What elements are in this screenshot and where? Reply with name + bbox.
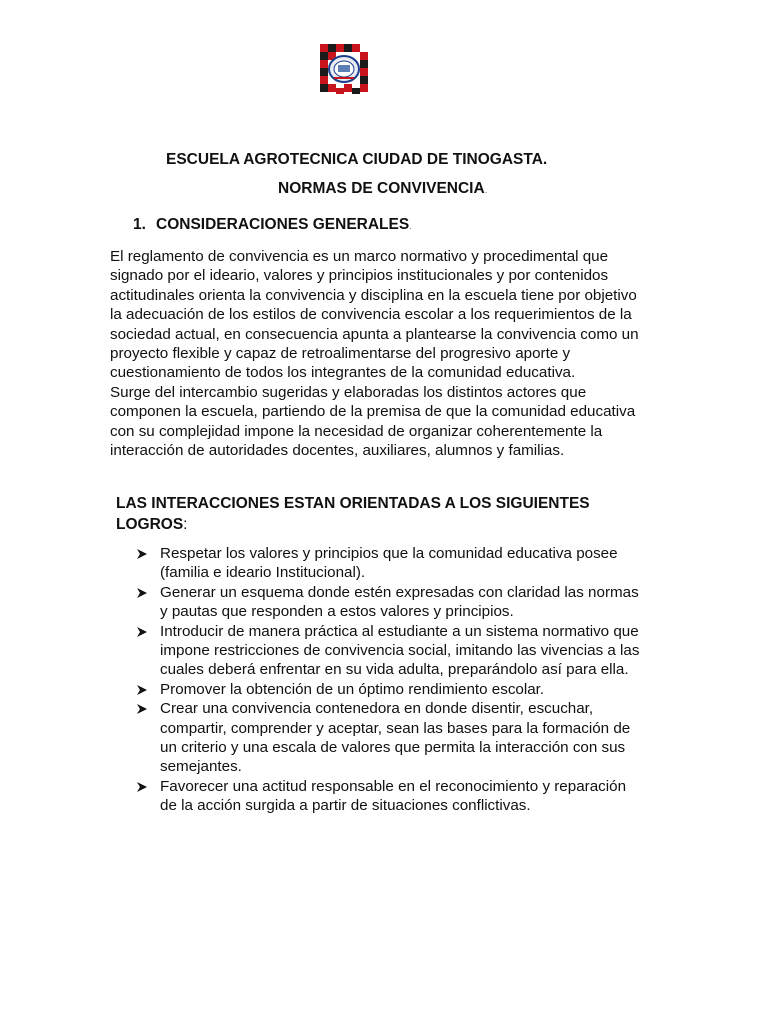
- intro-paragraph: [110, 247, 670, 460]
- goal-line: de la acción surgida a partir de situaciones conflictivas.: [160, 797, 531, 815]
- goal-line: semejantes.: [160, 758, 242, 776]
- goals-list: [136, 544, 656, 816]
- paragraph-line: actitudinales orienta la convivencia y disciplina en la escuela tiene por objetivo: [110, 286, 637, 304]
- goal-line: impone restricciones de convivencia social, imitando las vivencias a las: [160, 642, 640, 660]
- arrow-bullet-icon: [136, 684, 148, 696]
- list-item: [136, 777, 656, 816]
- goal-line: cuales deberá enfrentar en su vida adulta, preparándolo así para ella.: [160, 661, 629, 679]
- goal-line: Crear una convivencia contenedora en donde disentir, escuchar,: [160, 700, 594, 718]
- goal-line: (familia e ideario Institucional).: [160, 564, 366, 582]
- paragraph-line: proyecto flexible y capaz de retroalimentarse del progresivo aporte y: [110, 345, 571, 363]
- heading-colon: :: [183, 516, 188, 533]
- school-crest-icon: [318, 42, 370, 96]
- list-item: [136, 699, 656, 777]
- section-title: CONSIDERACIONES GENERALES: [156, 216, 410, 233]
- goal-line: Generar un esquema donde estén expresadas con claridad las normas: [160, 583, 639, 601]
- document-title-text: NORMAS DE CONVIVENCIA: [278, 180, 485, 197]
- interactions-heading-logros: LOGROS: [116, 516, 184, 533]
- goal-line: Promover la obtención de un óptimo rendimiento escolar.: [160, 680, 545, 698]
- goal-line: Respetar los valores y principios que la comunidad educativa posee: [160, 545, 618, 562]
- interactions-heading-line1: LAS INTERACCIONES ESTAN ORIENTADAS A LOS SIGUIENTES: [116, 495, 590, 512]
- list-item: [136, 622, 656, 680]
- arrow-bullet-icon: [136, 703, 148, 715]
- paragraph-line: con su complejidad impone la necesidad de organizar coherentemente la: [110, 422, 603, 440]
- paragraph-line: interacción de autoridades docentes, auxiliares, alumnos y familias.: [110, 442, 565, 460]
- arrow-bullet-icon: [136, 587, 148, 599]
- paragraph-line: componen la escuela, partiendo de la premisa de que la comunidad educativa: [110, 403, 636, 421]
- document-title: [278, 180, 487, 198]
- paragraph-line: signado por el ideario, valores y principios institucionales y por contenidos: [110, 267, 609, 285]
- school-name: ESCUELA AGROTECNICA CIUDAD DE TINOGASTA.: [166, 151, 548, 168]
- arrow-bullet-icon: [136, 548, 148, 560]
- goal-line: Favorecer una actitud responsable en el reconocimiento y reparación: [160, 777, 627, 795]
- paragraph-line: sociedad actual, en consecuencia apunta a plantearse la convivencia como un: [110, 325, 639, 343]
- goal-line: Introducir de manera práctica al estudiante a un sistema normativo que: [160, 622, 639, 640]
- section-title-mark: .: [409, 221, 412, 231]
- section-heading: [133, 216, 412, 234]
- arrow-bullet-icon: [136, 626, 148, 638]
- section-number: 1.: [133, 216, 146, 233]
- goal-line: y pautas que responden a estos valores y principios.: [160, 603, 514, 621]
- goal-line: un criterio y una escala de valores que permita la interacción con sus: [160, 739, 626, 757]
- paragraph-line: cuestionamiento de todos los integrantes de la comunidad educativa.: [110, 364, 576, 382]
- interactions-heading-line2: [116, 514, 636, 535]
- paragraph-line: El reglamento de convivencia es un marco normativo y procedimental que: [110, 248, 609, 265]
- interactions-heading: [116, 493, 636, 535]
- paragraph-line: la adecuación de los estilos de convivencia escolar a los requerimientos de la: [110, 306, 632, 324]
- list-item: [136, 680, 656, 699]
- paragraph-line: Surge del intercambio sugeridas y elaboradas los distintos actores que: [110, 383, 587, 401]
- list-item: [136, 583, 656, 622]
- title-mark: .: [484, 185, 488, 195]
- list-item: [136, 544, 656, 583]
- arrow-bullet-icon: [136, 781, 148, 793]
- goal-line: compartir, comprender y aceptar, sean las bases para la formación de: [160, 719, 631, 737]
